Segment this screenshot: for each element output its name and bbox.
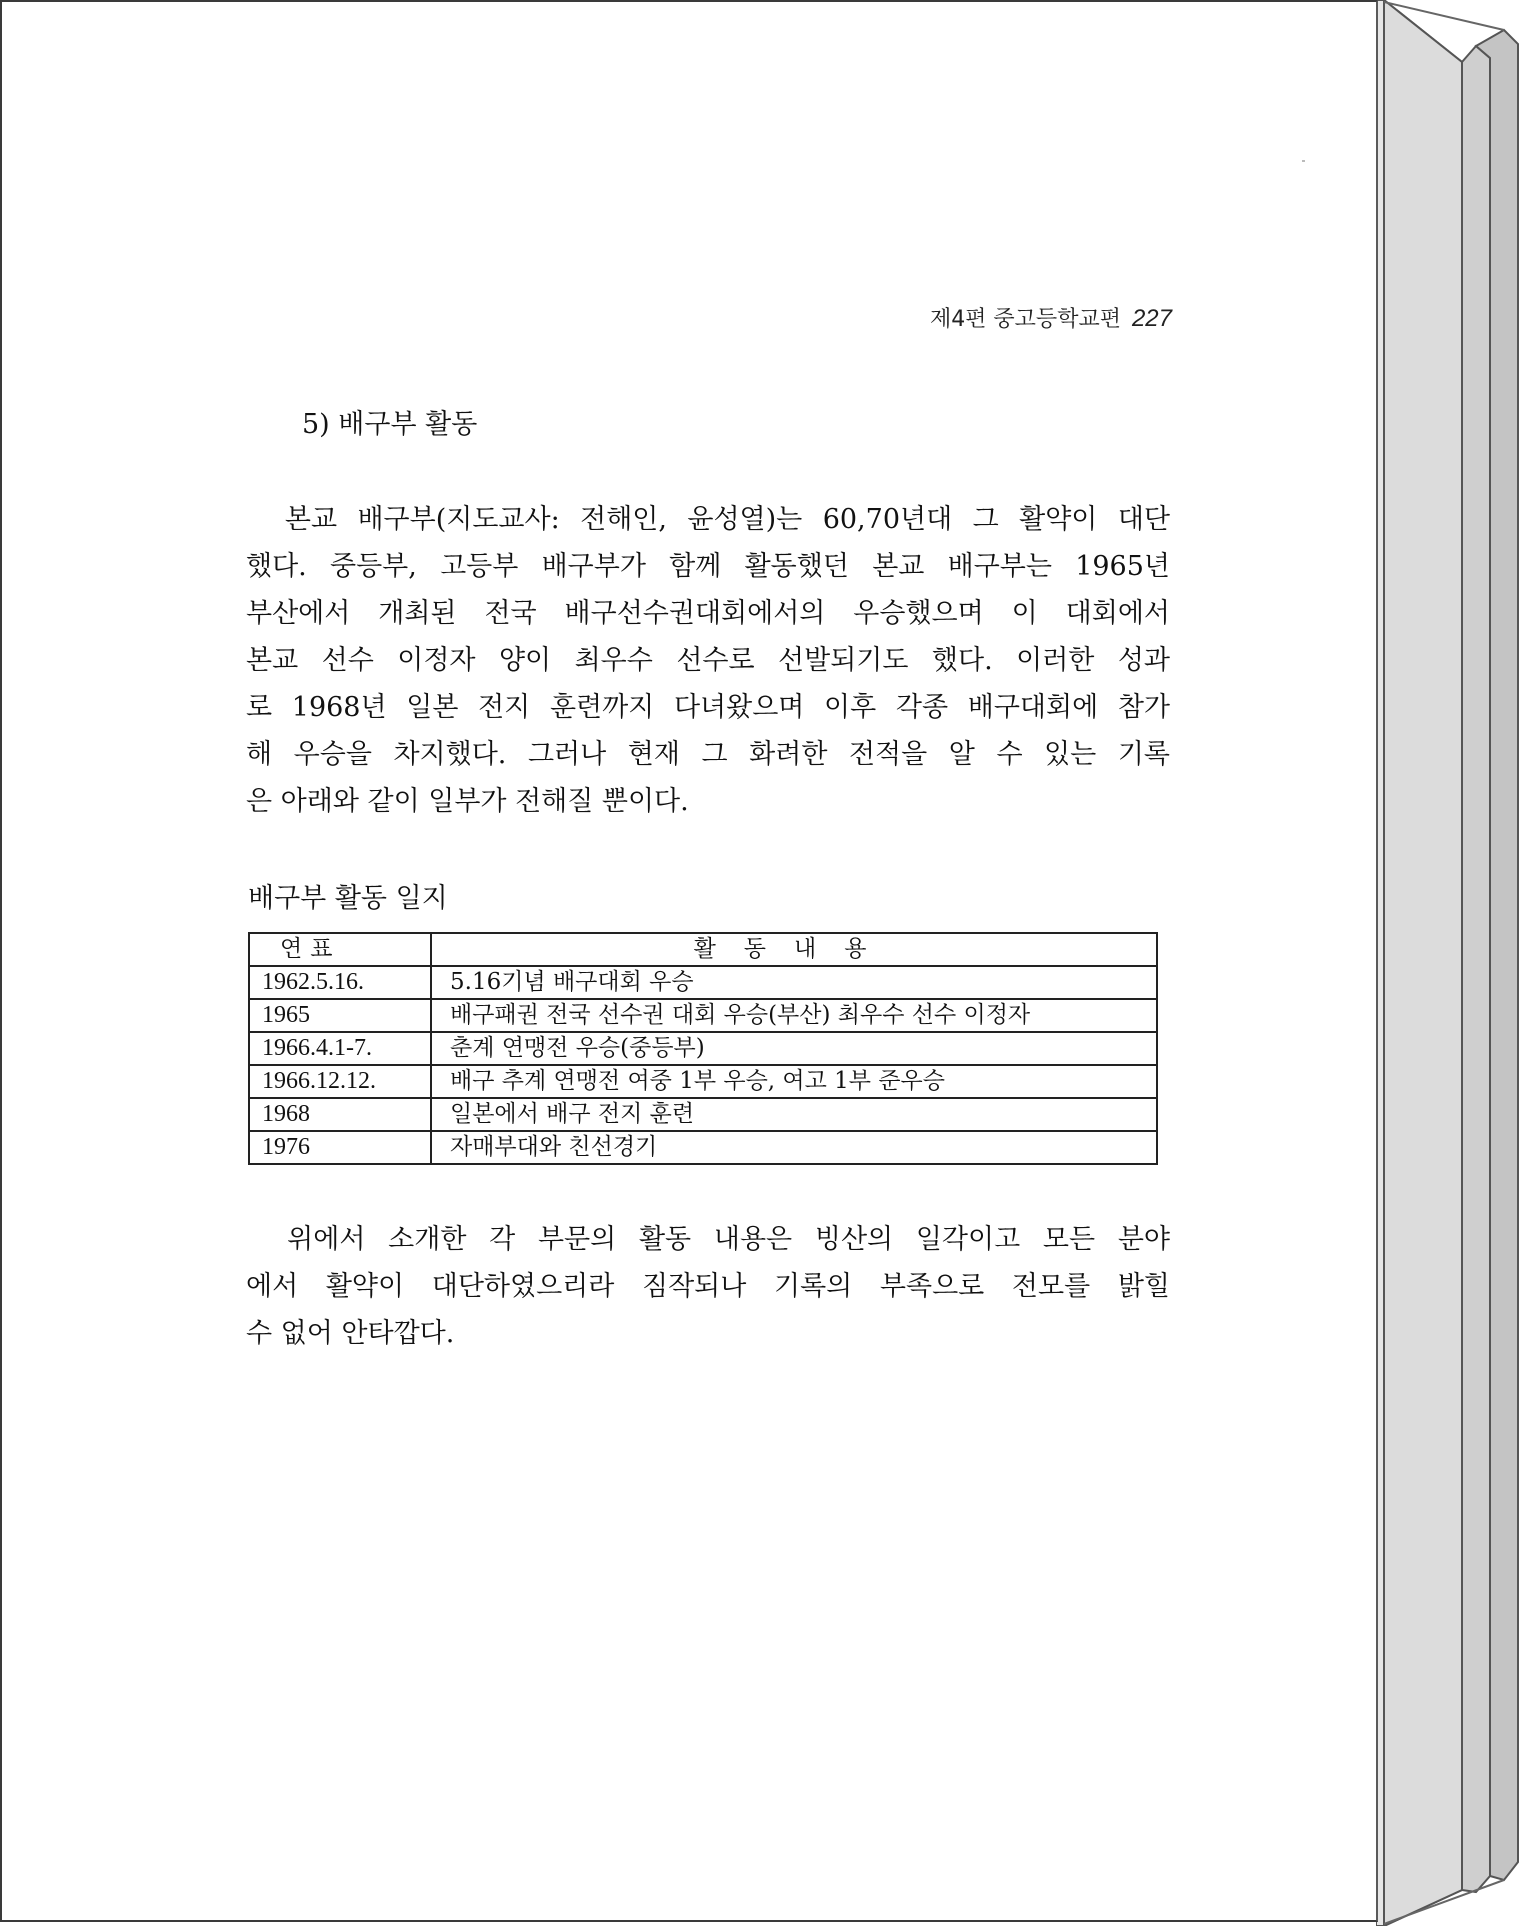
table-row [249, 999, 1157, 1032]
paragraph-line: 본교 선수 이정자 양이 최우수 선수로 선발되기도 했다. 이러한 성과 [246, 645, 1170, 676]
table-caption: 배구부 활동 일지 [248, 883, 448, 914]
paragraph-line: 위에서 소개한 각 부문의 활동 내용은 빙산의 일각이고 모든 분야 [246, 1224, 1170, 1255]
paragraph-line: 본교 배구부(지도교사: 전해인, 윤성열)는 60,70년대 그 활약이 대단 [246, 504, 1170, 535]
paragraph-2 [246, 1216, 1170, 1357]
running-head-section: 제4편 중고등학교편 [929, 307, 1121, 332]
activity-log-table [248, 932, 1158, 1165]
table-row [249, 1131, 1157, 1164]
header-year: 연표 [249, 933, 431, 966]
paragraph-1 [246, 496, 1170, 825]
cell-year: 1965 [249, 999, 431, 1032]
cell-year: 1962.5.16. [249, 966, 431, 999]
book-page-edges [1376, 0, 1522, 1926]
cell-content: 자매부대와 친선경기 [431, 1131, 1157, 1164]
paragraph-line: 해 우승을 차지했다. 그러나 현재 그 화려한 전적을 알 수 있는 기록 [246, 739, 1170, 770]
cell-content: 배구패권 전국 선수권 대회 우승(부산) 최우수 선수 이정자 [431, 999, 1157, 1032]
cell-content: 춘계 연맹전 우승(중등부) [431, 1032, 1157, 1065]
scan-speck [1302, 160, 1305, 162]
cell-content: 일본에서 배구 전지 훈련 [431, 1098, 1157, 1131]
cell-content: 5.16기념 배구대회 우승 [431, 966, 1157, 999]
cell-content: 배구 추계 연맹전 여중 1부 우승, 여고 1부 준우승 [431, 1065, 1157, 1098]
table-header-row [249, 933, 1157, 966]
table-row [249, 1065, 1157, 1098]
table-row [249, 966, 1157, 999]
table-row [249, 1032, 1157, 1065]
table-row [249, 1098, 1157, 1131]
cell-year: 1976 [249, 1131, 431, 1164]
paragraph-line: 은 아래와 같이 일부가 전해질 뿐이다. [246, 786, 689, 817]
section-heading: 5) 배구부 활동 [302, 409, 478, 440]
paragraph-line: 부산에서 개최된 전국 배구선수권대회에서의 우승했으며 이 대회에서 [246, 598, 1170, 629]
paragraph-line: 수 없어 안타깝다. [246, 1318, 455, 1349]
running-head [922, 302, 1172, 333]
header-content: 활동내용 [431, 933, 1157, 966]
paragraph-line: 했다. 중등부, 고등부 배구부가 함께 활동했던 본교 배구부는 1965년 [246, 551, 1170, 582]
cell-year: 1968 [249, 1098, 431, 1131]
paragraph-line: 에서 활약이 대단하였으리라 짐작되나 기록의 부족으로 전모를 밝힐 [246, 1271, 1170, 1302]
cell-year: 1966.12.12. [249, 1065, 431, 1098]
paragraph-line: 로 1968년 일본 전지 훈련까지 다녀왔으며 이후 각종 배구대회에 참가 [246, 692, 1170, 723]
cell-year: 1966.4.1-7. [249, 1032, 431, 1065]
page-number: 227 [1131, 305, 1172, 332]
